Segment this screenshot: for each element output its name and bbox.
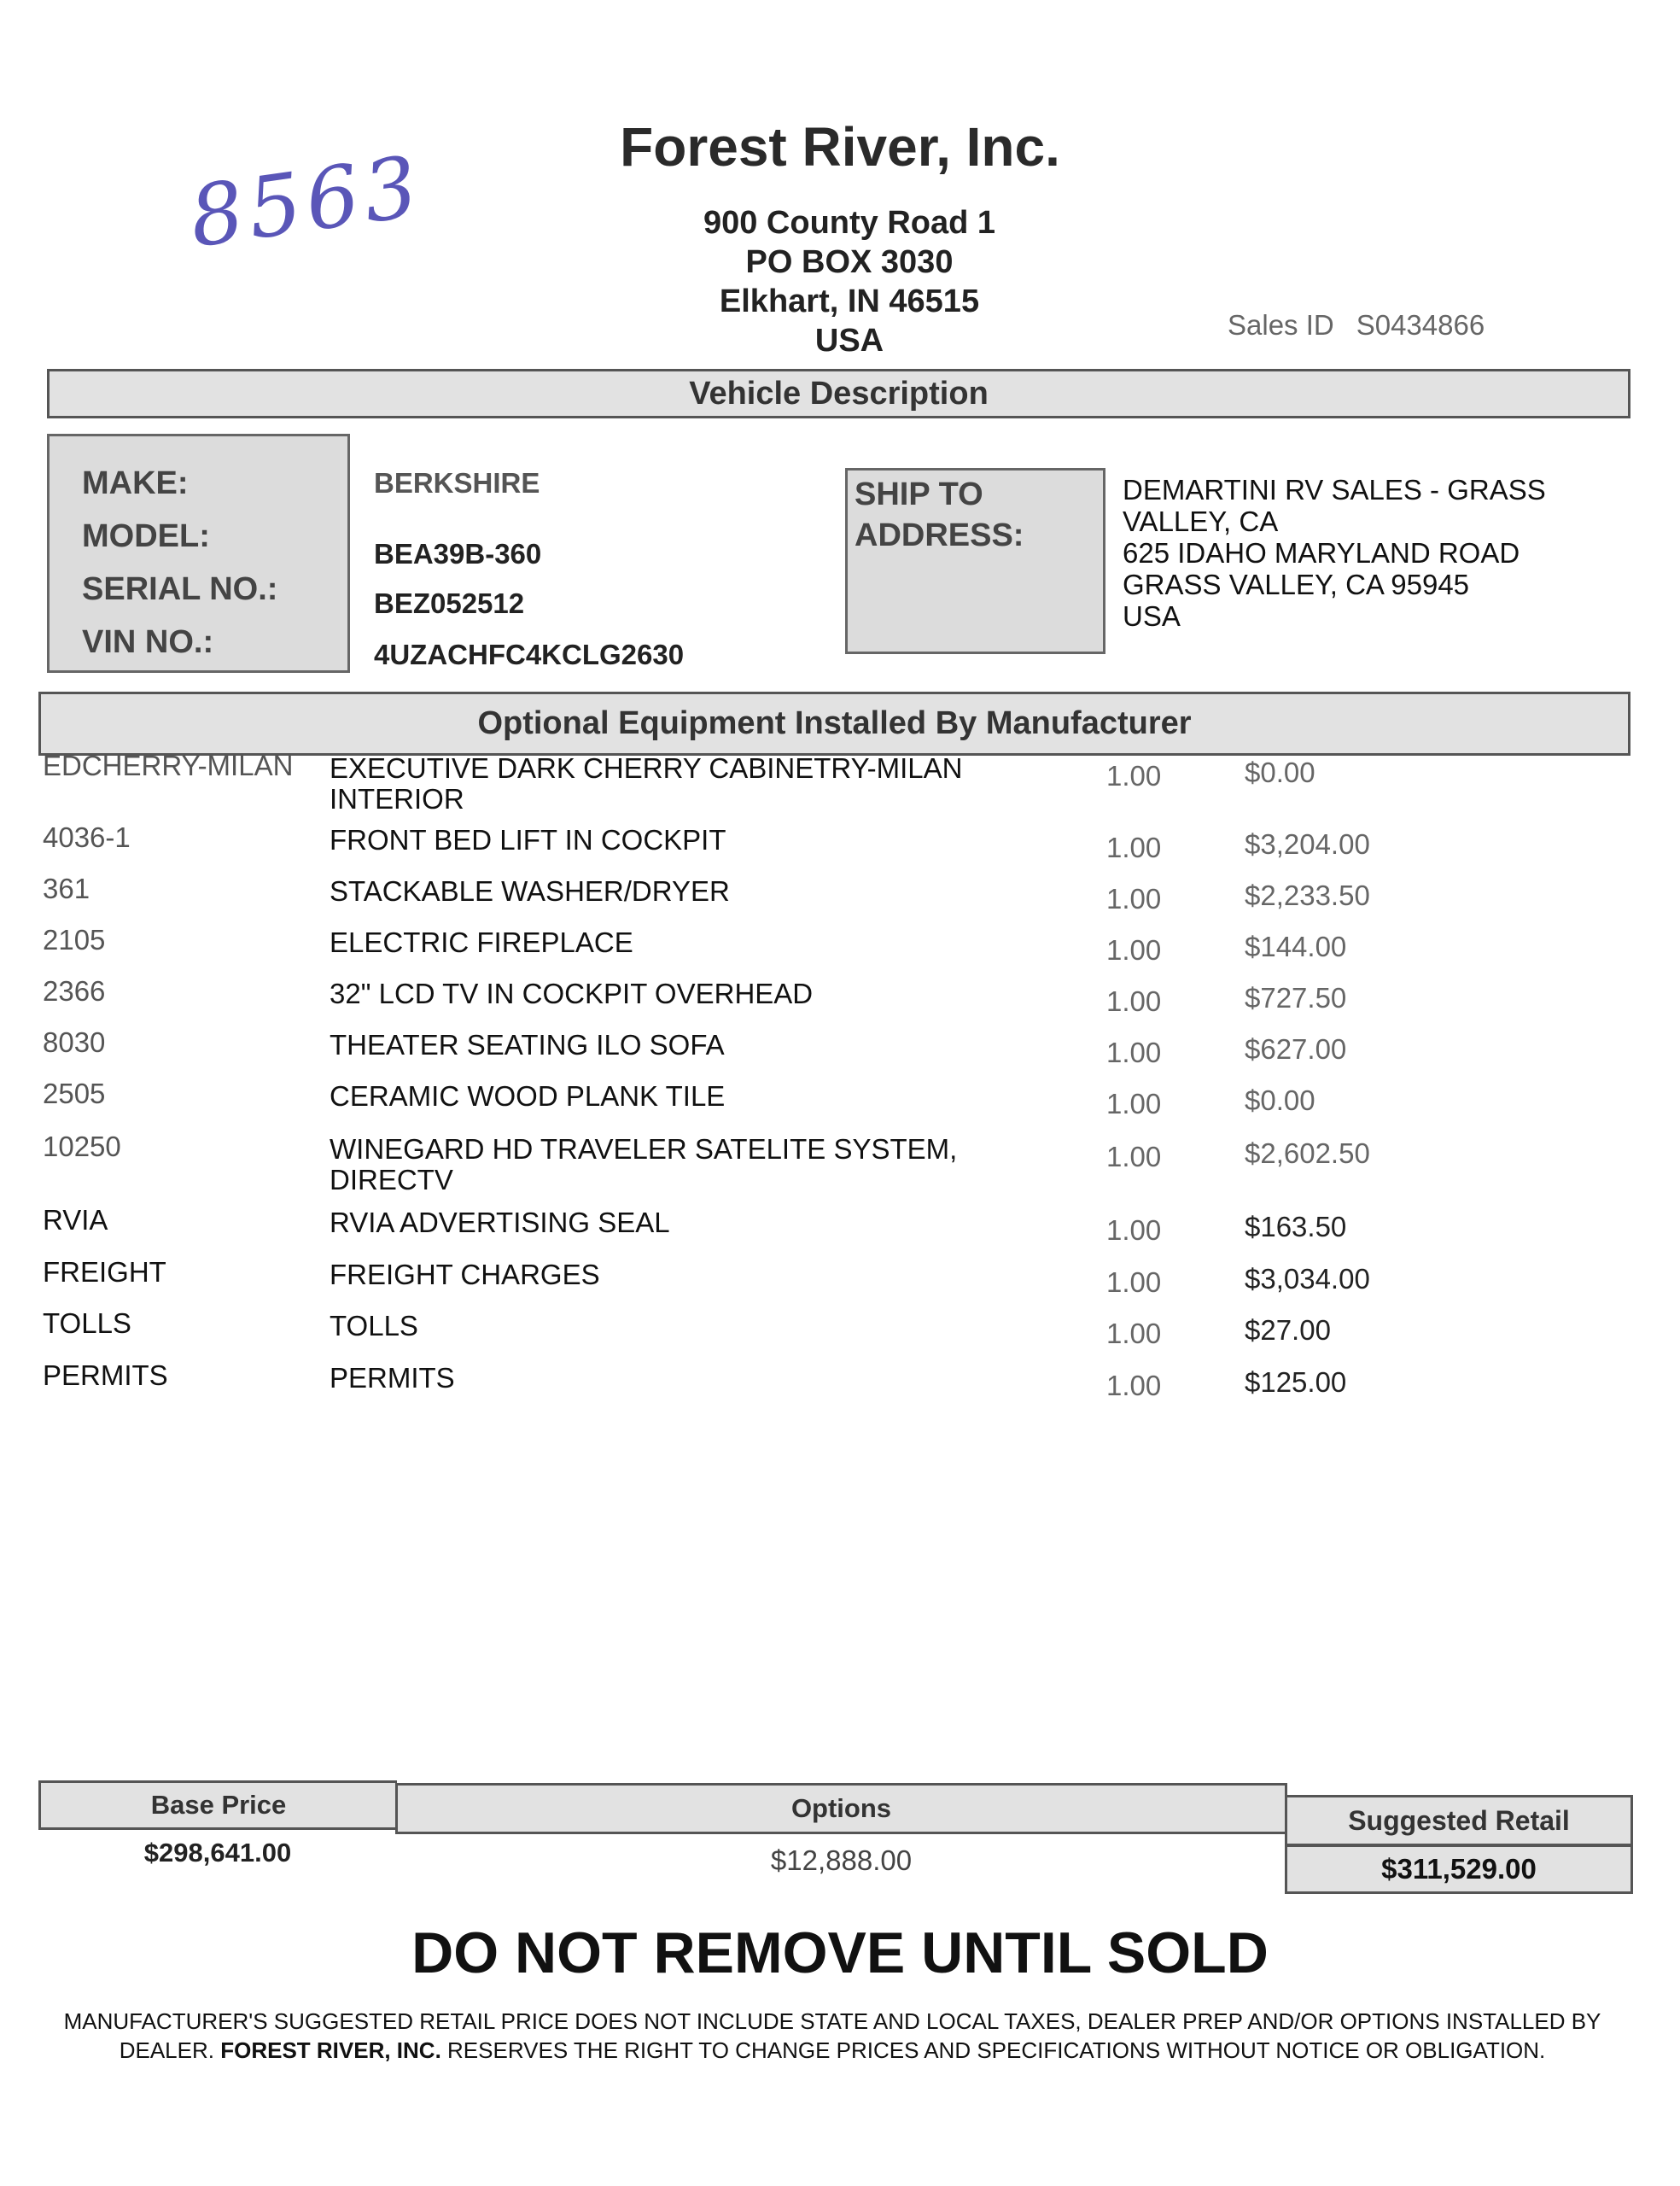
make-value: BERKSHIRE	[374, 467, 540, 499]
option-code: 2505	[43, 1078, 106, 1109]
disclaimer-line-2-start: DEALER.	[119, 2037, 214, 2063]
suggested-retail-header	[1285, 1795, 1633, 1846]
ship-to-line-1: DEMARTINI RV SALES - GRASS	[1123, 474, 1546, 506]
disclaimer-company: FOREST RIVER, INC.	[220, 2037, 441, 2063]
option-row	[0, 873, 1680, 924]
option-row	[0, 1307, 1680, 1359]
option-description: STACKABLE WASHER/DRYER	[330, 875, 730, 907]
option-row	[0, 821, 1680, 873]
sales-id-label: Sales ID	[1228, 309, 1334, 341]
serial-value: BEZ052512	[374, 587, 525, 619]
vin-label: VIN NO.:	[82, 624, 214, 660]
disclaimer-line-2-end: RESERVES THE RIGHT TO CHANGE PRICES AND SPECIFICATIONS WITHOUT NOTICE OR OBLIGATION.	[447, 2037, 1546, 2063]
vehicle-description-header	[47, 369, 1630, 418]
suggested-retail-label: Suggested Retail	[1348, 1804, 1570, 1836]
option-price: $27.00	[1245, 1314, 1331, 1346]
vin-value: 4UZACHFC4KCLG2630	[374, 639, 685, 670]
option-row	[0, 1131, 1680, 1195]
option-code: 361	[43, 873, 90, 904]
option-description: TOLLS	[330, 1310, 418, 1341]
ship-to-address	[1123, 474, 1601, 632]
ship-to-line-4: GRASS VALLEY, CA 95945	[1123, 569, 1470, 600]
option-description: RVIA ADVERTISING SEAL	[330, 1207, 670, 1238]
option-price: $163.50	[1245, 1211, 1347, 1242]
option-price: $627.00	[1245, 1033, 1347, 1065]
base-price-label: Base Price	[150, 1790, 287, 1820]
option-code: EDCHERRY-MILAN	[43, 750, 294, 781]
option-code: 2105	[43, 924, 106, 956]
serial-label: SERIAL NO.:	[82, 571, 278, 607]
address-line-3: Elkhart, IN 46515	[719, 283, 980, 319]
disclaimer	[51, 2007, 1613, 2065]
ship-to-label-box	[845, 468, 1105, 654]
option-price: $125.00	[1245, 1366, 1347, 1398]
optional-equipment-title: Optional Equipment Installed By Manufacturer	[477, 705, 1192, 741]
ship-to-line-2: VALLEY, CA	[1123, 506, 1279, 537]
suggested-retail-value: $311,529.00	[1381, 1853, 1537, 1885]
suggested-retail-value-box	[1285, 1844, 1633, 1894]
sales-id-value: S0434866	[1356, 309, 1485, 341]
option-description: THEATER SEATING ILO SOFA	[330, 1029, 725, 1061]
base-price-value: $298,641.00	[143, 1838, 292, 1867]
option-code: RVIA	[43, 1204, 108, 1236]
address-line-1: 900 County Road 1	[703, 205, 996, 241]
option-price: $3,204.00	[1245, 828, 1370, 860]
option-description: PERMITS	[330, 1362, 455, 1394]
option-code: TOLLS	[43, 1307, 131, 1339]
company-name: Forest River, Inc.	[620, 116, 1060, 178]
option-quantity: 1.00	[1106, 760, 1162, 792]
option-quantity: 1.00	[1106, 832, 1162, 863]
vehicle-description-title: Vehicle Description	[689, 375, 989, 412]
option-quantity: 1.00	[1106, 1214, 1162, 1246]
ship-to-line-3: 625 IDAHO MARYLAND ROAD	[1123, 537, 1520, 569]
option-quantity: 1.00	[1106, 1141, 1162, 1172]
option-description: FRONT BED LIFT IN COCKPIT	[330, 824, 726, 856]
vehicle-labels-box	[47, 434, 350, 673]
make-label: MAKE:	[82, 465, 189, 501]
option-code: FREIGHT	[43, 1256, 166, 1288]
ship-to-label-line-1: SHIP TO	[855, 476, 983, 512]
option-row	[0, 975, 1680, 1026]
options-header	[395, 1783, 1287, 1834]
option-row	[0, 1078, 1680, 1129]
option-row	[0, 1204, 1680, 1255]
address-line-2: PO BOX 3030	[745, 244, 954, 280]
disclaimer-line-1: MANUFACTURER'S SUGGESTED RETAIL PRICE DOES NOT INCLUDE STATE AND LOCAL TAXES, DEALER PREP AND/OR OPTIONS INSTALLED BY	[63, 2008, 1601, 2034]
model-value: BEA39B-360	[374, 538, 542, 570]
option-price: $0.00	[1245, 1084, 1315, 1116]
ship-to-label-line-2: ADDRESS:	[855, 517, 1024, 553]
handwritten-note: 8563	[184, 137, 429, 267]
sales-id	[1228, 309, 1485, 342]
option-quantity: 1.00	[1106, 985, 1162, 1017]
address-line-4: USA	[814, 323, 884, 359]
optional-equipment-header	[38, 692, 1630, 756]
option-description: FREIGHT CHARGES	[330, 1259, 600, 1290]
option-price: $144.00	[1245, 931, 1347, 962]
option-description: WINEGARD HD TRAVELER SATELITE SYSTEM, DIRECTV	[330, 1133, 958, 1195]
option-code: 8030	[43, 1026, 106, 1058]
option-price: $727.50	[1245, 982, 1347, 1014]
option-quantity: 1.00	[1106, 1266, 1162, 1298]
options-total-value: $12,888.00	[770, 1844, 913, 1876]
option-quantity: 1.00	[1106, 1088, 1162, 1119]
option-quantity: 1.00	[1106, 1037, 1162, 1068]
do-not-remove-warning: DO NOT REMOVE UNTIL SOLD	[411, 1920, 1269, 1985]
option-description: ELECTRIC FIREPLACE	[330, 926, 633, 958]
option-description: 32" LCD TV IN COCKPIT OVERHEAD	[330, 978, 814, 1009]
option-price: $0.00	[1245, 757, 1315, 788]
model-label: MODEL:	[82, 518, 210, 554]
ship-to-line-5: USA	[1123, 600, 1181, 632]
option-quantity: 1.00	[1106, 1318, 1162, 1349]
option-quantity: 1.00	[1106, 883, 1162, 915]
option-row	[0, 1359, 1680, 1411]
disclaimer-line-2	[51, 2036, 1613, 2065]
option-quantity: 1.00	[1106, 1370, 1162, 1401]
option-price: $3,034.00	[1245, 1263, 1370, 1295]
option-code: 10250	[43, 1131, 121, 1162]
option-price: $2,233.50	[1245, 880, 1370, 911]
option-description: EXECUTIVE DARK CHERRY CABINETRY-MILAN INTERIOR	[330, 752, 963, 815]
option-code: 4036-1	[43, 821, 131, 853]
option-row	[0, 1026, 1680, 1078]
option-code: PERMITS	[43, 1359, 168, 1391]
option-row	[0, 1256, 1680, 1307]
option-row	[0, 750, 1680, 815]
option-price: $2,602.50	[1245, 1137, 1370, 1169]
option-description: CERAMIC WOOD PLANK TILE	[330, 1080, 726, 1112]
base-price-header	[38, 1780, 397, 1830]
option-quantity: 1.00	[1106, 934, 1162, 966]
options-total-label: Options	[790, 1793, 892, 1823]
option-row	[0, 924, 1680, 975]
option-code: 2366	[43, 975, 106, 1007]
